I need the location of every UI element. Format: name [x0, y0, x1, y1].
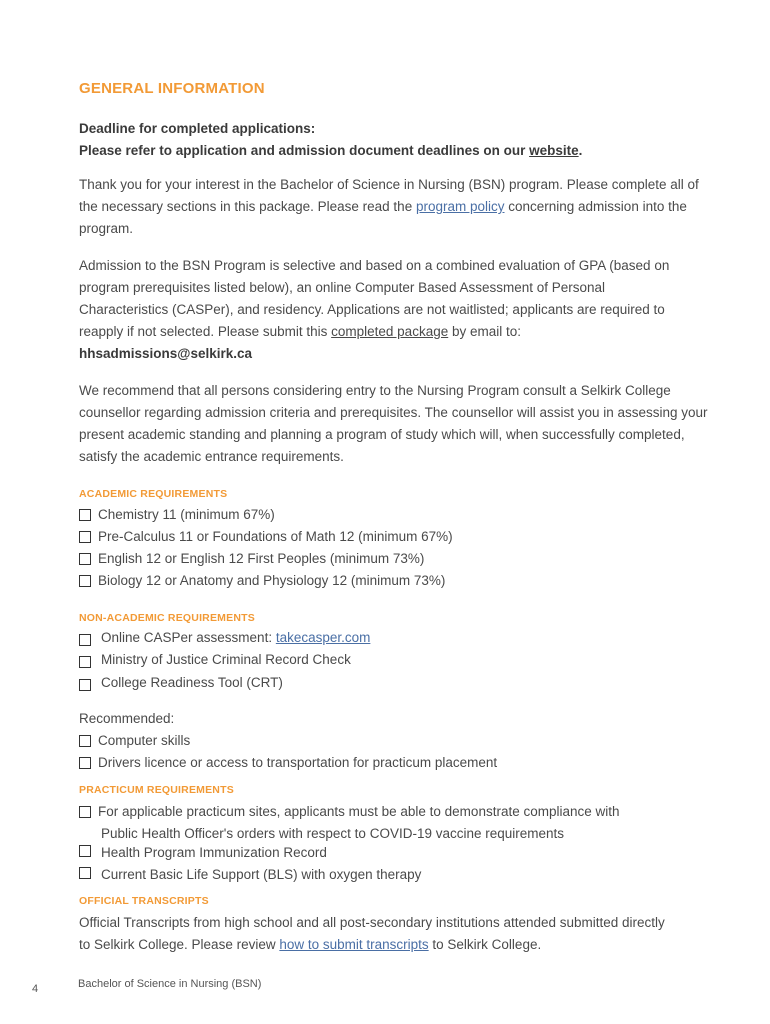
checkbox[interactable]: [79, 806, 91, 818]
checklist-item: Biology 12 or Anatomy and Physiology 12 (minimum 73%): [79, 570, 445, 592]
checkbox[interactable]: [79, 531, 91, 543]
checkbox[interactable]: [79, 634, 91, 646]
recommended-label: Recommended:: [79, 711, 175, 726]
non-academic-requirements-heading: NON-ACADEMIC REQUIREMENTS: [79, 612, 255, 624]
page-number: 4: [32, 983, 39, 995]
admissions-email[interactable]: hhsadmissions@selkirk.ca: [79, 346, 252, 361]
program-policy-link[interactable]: program policy: [415, 199, 505, 214]
admission-paragraph: Admission to the BSN Program is selective and based on a combined evaluation of GPA (based on program prerequisites listed below), an online Computer Based Assessment of Personal Characteristics (CASPer), and residency. Applications are not waitlisted; applicants are required to reapply if not selected. Please submit this completed package by email to: hhsadmissions@selkirk.ca: [79, 258, 670, 361]
transcripts-paragraph: Official Transcripts from high school and all post-secondary institutions attended submitted directly to Selkirk College. Please review how to submit transcripts to Selkirk College.: [79, 915, 665, 952]
checklist-item: Ministry of Justice Criminal Record Check: [79, 649, 351, 671]
academic-requirements-heading: ACADEMIC REQUIREMENTS: [79, 488, 228, 500]
checklist-item: Drivers licence or access to transportation for practicum placement: [79, 752, 497, 774]
official-transcripts-heading: OFFICIAL TRANSCRIPTS: [79, 895, 209, 907]
checkbox[interactable]: [79, 656, 91, 668]
website-link[interactable]: website: [529, 143, 579, 158]
checkbox[interactable]: [79, 845, 91, 857]
checklist-item: Computer skills: [79, 730, 190, 752]
checkbox[interactable]: [79, 867, 91, 879]
checklist-item: English 12 or English 12 First Peoples (minimum 73%): [79, 548, 424, 570]
submit-transcripts-link[interactable]: how to submit transcripts: [279, 937, 429, 952]
checklist-item: Current Basic Life Support (BLS) with oxygen therapy: [79, 864, 421, 886]
checkbox[interactable]: [79, 575, 91, 587]
checklist-item: Online CASPer assessment: takecasper.com: [79, 627, 370, 649]
counsellor-paragraph: We recommend that all persons considering entry to the Nursing Program consult a Selkirk College counsellor regarding admission criteria and prerequisites. The counsellor will assist you in assessing your present academic standing and planning a program of study which will, when successfully completed, satisfy the academic entrance requirements.: [79, 383, 708, 464]
deadline-label: Deadline for completed applications:: [79, 121, 316, 136]
checklist-item: Health Program Immunization Record: [79, 842, 327, 864]
practicum-requirements-heading: PRACTICUM REQUIREMENTS: [79, 784, 234, 796]
completed-package-link[interactable]: completed package: [331, 324, 449, 339]
takecasper-link[interactable]: takecasper.com: [275, 630, 371, 645]
checklist-item: For applicable practicum sites, applicants must be able to demonstrate compliance with Public Health Officer's orders with respect to COVID-19 vaccine requirements: [79, 801, 620, 845]
section-heading-general-information: GENERAL INFORMATION: [79, 80, 265, 97]
deadline-instructions: Please refer to application and admission document deadlines on our website.: [79, 143, 583, 158]
checkbox[interactable]: [79, 509, 91, 521]
checkbox[interactable]: [79, 679, 91, 691]
checklist-item: Pre-Calculus 11 or Foundations of Math 12 (minimum 67%): [79, 526, 453, 548]
intro-paragraph: Thank you for your interest in the Bachelor of Science in Nursing (BSN) program. Please complete all of the necessary sections in this package. Please read the program policy concerning admission into the program.: [79, 177, 699, 236]
checklist-item: Chemistry 11 (minimum 67%): [79, 504, 275, 526]
checkbox[interactable]: [79, 757, 91, 769]
checkbox[interactable]: [79, 735, 91, 747]
checklist-item: College Readiness Tool (CRT): [79, 672, 283, 694]
footer-title: Bachelor of Science in Nursing (BSN): [78, 978, 262, 990]
checkbox[interactable]: [79, 553, 91, 565]
deadline-block: [79, 118, 582, 162]
